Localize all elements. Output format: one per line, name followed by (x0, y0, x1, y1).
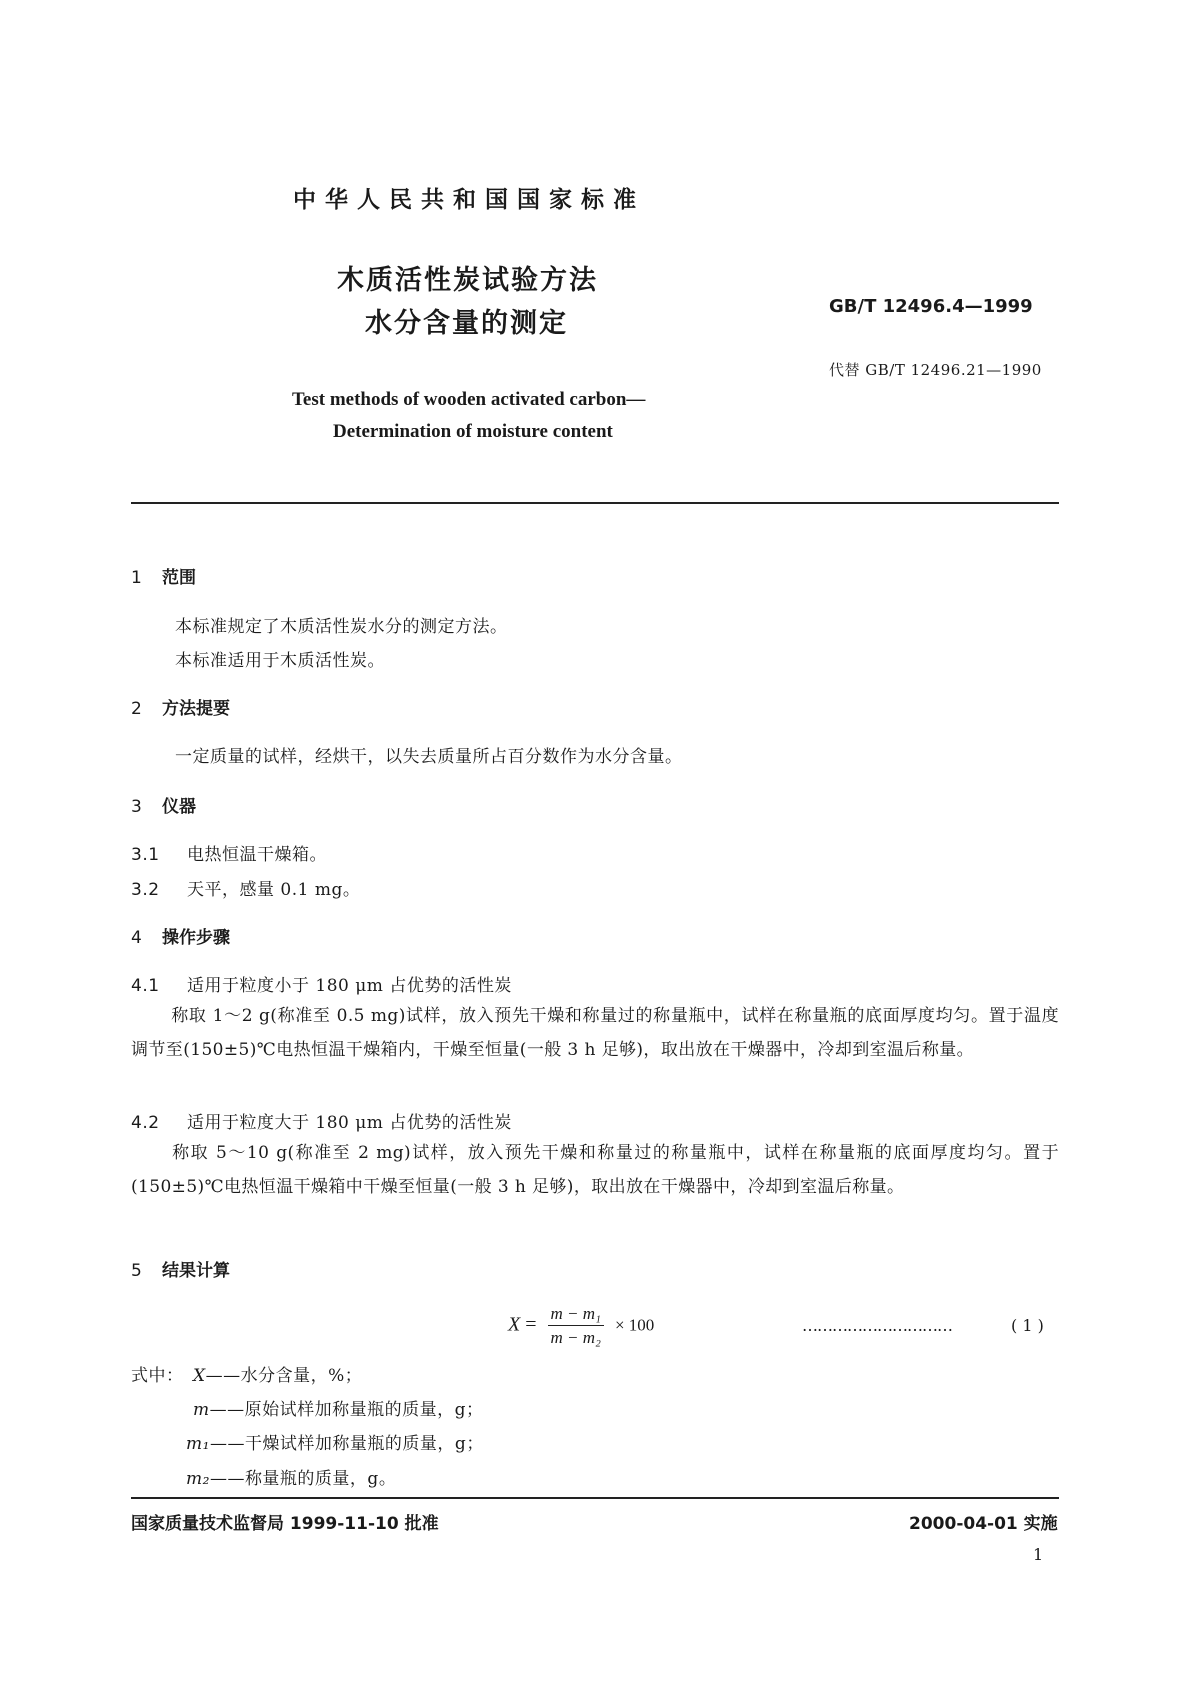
clause-text: 称取 1～2 g(称准至 0.5 mg)试样，放入预先干燥和称量过的称量瓶中，试样在称量瓶的底面厚度均匀。置于温度调节至(150±5)℃电热恒温干燥箱内，干燥至恒量(一般 3 h 足够)，取出放在干燥器中，冷却到室温后称量。 (131, 1006, 1059, 1060)
section-number: 5 (131, 1261, 142, 1281)
clause-text: 天平，感量 0.1 mg。 (187, 880, 361, 900)
clause-3-1 (131, 840, 327, 865)
replaces-standard: 代替 GB/T 12496.21—1990 (829, 361, 1042, 379)
def-text: ——原始试样加称量瓶的质量，g； (209, 1400, 484, 1420)
def-text: ——干燥试样加称量瓶的质量，g； (209, 1434, 484, 1454)
clause-title: 适用于粒度小于 180 μm 占优势的活性炭 (187, 976, 512, 996)
page-number: 1 (1033, 1545, 1044, 1564)
english-title-line1: Test methods of wooden activated carbon— (292, 389, 646, 410)
footer-divider (131, 1497, 1059, 1499)
section-title: 范围 (162, 568, 196, 588)
national-standard-heading: 中华人民共和国国家标准 (293, 187, 645, 213)
clause-number: 3.2 (131, 880, 160, 900)
def-text: ——水分含量，%； (205, 1366, 363, 1386)
header-divider (131, 502, 1059, 504)
clause-4-1-body (131, 999, 1059, 1067)
formula-1 (508, 1304, 654, 1348)
section-heading-2 (131, 694, 230, 719)
section-title: 方法提要 (162, 699, 230, 719)
document-title-line2: 水分含量的测定 (365, 308, 568, 339)
clause-4-2-heading (131, 1108, 512, 1133)
formula-lhs: X (508, 1313, 521, 1336)
document-title-line1: 木质活性炭试验方法 (337, 265, 598, 296)
formula-def-m2 (186, 1464, 396, 1489)
formula-def-m (193, 1395, 484, 1420)
section-heading-5 (131, 1256, 230, 1281)
formula-equals: = (525, 1313, 537, 1336)
formula-numerator: m − m₁ (548, 1304, 604, 1326)
clause-text: 电热恒温干燥箱。 (187, 845, 327, 865)
def-symbol: m₂ (186, 1469, 210, 1489)
def-symbol: m₁ (186, 1434, 210, 1454)
formula-def-m1 (186, 1429, 484, 1454)
section-title: 结果计算 (162, 1261, 230, 1281)
section-title: 仪器 (162, 797, 196, 817)
clause-number: 3.1 (131, 845, 160, 865)
formula-multiplier: × 100 (614, 1315, 655, 1335)
standard-number: GB/T 12496.4—1999 (829, 296, 1033, 317)
english-title-line2: Determination of moisture content (333, 421, 613, 442)
formula-def-X (193, 1361, 362, 1386)
formula-label: ( 1 ) (1011, 1316, 1044, 1335)
def-symbol: m (193, 1400, 210, 1420)
clause-text: 称取 5～10 g(称准至 2 mg)试样，放入预先干燥和称量过的称量瓶中，试样在称量瓶的底面厚度均匀。置于(150±5)℃电热恒温干燥箱中干燥至恒量(一般 3 h 足够)，取出放在干燥器中，冷却到室温后称量。 (131, 1143, 1059, 1197)
clause-3-2 (131, 875, 360, 900)
clause-title: 适用于粒度大于 180 μm 占优势的活性炭 (187, 1113, 512, 1133)
effective-date: 2000-04-01 实施 (909, 1514, 1058, 1534)
section-number: 1 (131, 568, 142, 588)
def-symbol: X (193, 1366, 206, 1386)
section-number: 3 (131, 797, 142, 817)
def-text: ——称量瓶的质量，g。 (209, 1469, 397, 1489)
section-heading-1 (131, 563, 196, 588)
formula-leader-dots: ………………………… (802, 1316, 952, 1335)
approval-line: 国家质量技术监督局 1999-11-10 批准 (131, 1514, 439, 1534)
paragraph: 本标准规定了木质活性炭水分的测定方法。 (175, 617, 508, 637)
paragraph: 一定质量的试样，经烘干，以失去质量所占百分数作为水分含量。 (175, 747, 683, 767)
section-heading-4 (131, 923, 230, 948)
section-heading-3 (131, 792, 196, 817)
clause-4-1-heading (131, 971, 512, 996)
paragraph: 本标准适用于木质活性炭。 (175, 651, 385, 671)
section-number: 2 (131, 699, 142, 719)
formula-denominator: m − m₂ (550, 1328, 601, 1347)
section-title: 操作步骤 (162, 928, 230, 948)
clause-number: 4.2 (131, 1113, 160, 1133)
section-number: 4 (131, 928, 142, 948)
formula-fraction (548, 1304, 604, 1348)
clause-number: 4.1 (131, 976, 160, 996)
formula-where-label: 式中： (131, 1366, 184, 1386)
clause-4-2-body (131, 1136, 1059, 1204)
